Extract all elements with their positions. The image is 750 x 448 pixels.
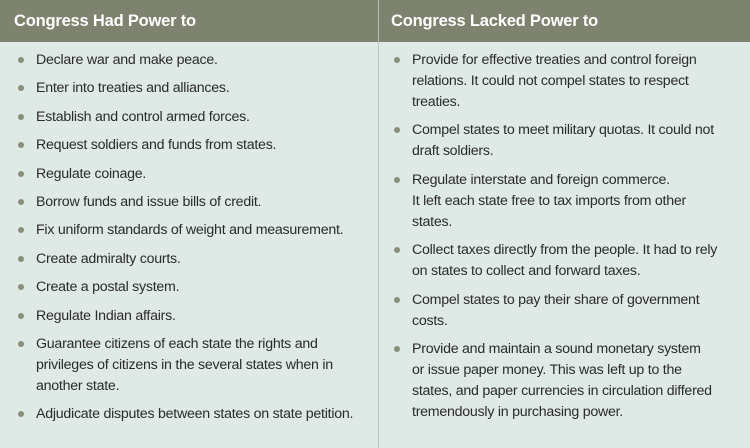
lacked-power-item — [392, 240, 742, 282]
header-had-power: Congress Had Power to — [0, 0, 379, 42]
lacked-power-item — [392, 339, 742, 423]
lacked-power-item — [392, 50, 742, 113]
bullet-icon — [18, 171, 24, 177]
had-power-item-text: Request soldiers and funds from states. — [36, 137, 277, 154]
bullet-icon — [18, 227, 24, 233]
had-power-item — [16, 306, 366, 327]
lacked-power-item-line: states, and paper currencies in circulation differed — [412, 382, 712, 399]
lacked-power-item-line: Regulate interstate and foreign commerce. — [412, 171, 670, 188]
had-power-item-text: Enter into treaties and alliances. — [36, 80, 230, 97]
lacked-power-item-line: states. — [412, 213, 453, 230]
bullet-icon — [394, 247, 400, 253]
bullet-icon — [18, 284, 24, 290]
had-power-item — [16, 107, 366, 128]
had-power-item-text: Declare war and make peace. — [36, 52, 218, 68]
lacked-power-item — [392, 290, 742, 332]
lacked-power-item-line: draft soldiers. — [412, 143, 494, 160]
lacked-power-item-line: relations. It could not compel states to respect — [412, 73, 689, 89]
had-power-item-text: Borrow funds and issue bills of credit. — [36, 193, 262, 210]
lacked-power-item-line: Compel states to meet military quotas. It could not — [412, 122, 714, 139]
table-header — [0, 0, 750, 42]
bullet-icon — [18, 313, 24, 319]
bullet-icon — [18, 411, 24, 417]
had-power-item-text: Establish and control armed forces. — [36, 108, 250, 125]
lacked-power-item-line: Provide and maintain a sound monetary system — [412, 340, 701, 357]
had-power-item — [16, 404, 366, 425]
lacked-power-item-line: It left each state free to tax imports from other — [412, 192, 686, 209]
lacked-power-item-line: treaties. — [412, 94, 461, 110]
lacked-power-item-line: Provide for effective treaties and control foreign — [412, 52, 697, 68]
had-power-list — [16, 50, 366, 425]
had-power-item-text: Create admiralty courts. — [36, 250, 181, 267]
lacked-power-item-line: tremendously in purchasing power. — [412, 403, 623, 420]
table-body — [0, 42, 750, 448]
bullet-icon — [394, 57, 400, 63]
lacked-power-item-line: Collect taxes directly from the people. It had to rely — [412, 242, 718, 259]
had-power-item — [16, 334, 366, 397]
had-power-item — [16, 50, 366, 71]
had-power-item-text: Fix uniform standards of weight and measurement. — [36, 222, 344, 239]
had-power-item — [16, 220, 366, 241]
bullet-icon — [18, 114, 24, 120]
bullet-icon — [18, 256, 24, 262]
bullet-icon — [18, 341, 24, 347]
bullet-icon — [18, 57, 24, 63]
lacked-power-item-line: costs. — [412, 312, 448, 329]
lacked-power-column — [379, 42, 750, 448]
bullet-icon — [394, 346, 400, 352]
lacked-power-item-line: or issue paper money. This was left up to the — [412, 361, 682, 378]
bullet-icon — [394, 177, 400, 183]
bullet-icon — [394, 297, 400, 303]
had-power-item — [16, 192, 366, 213]
header-lacked-power: Congress Lacked Power to — [391, 11, 599, 30]
had-power-item — [16, 249, 366, 270]
had-power-item-text: Guarantee citizens of each state the rights and privileges of citizens in the several states when in another state. — [36, 335, 333, 394]
had-power-item-text: Regulate coinage. — [36, 165, 147, 182]
lacked-power-item — [392, 170, 742, 233]
had-power-item-text: Adjudicate disputes between states on state petition. — [36, 406, 354, 423]
had-power-item — [16, 277, 366, 298]
had-power-item-text: Create a postal system. — [36, 279, 180, 296]
lacked-power-item-line: Compel states to pay their share of government — [412, 291, 700, 308]
had-power-item — [16, 78, 366, 99]
lacked-power-item — [392, 120, 742, 162]
had-power-item-text: Regulate Indian affairs. — [36, 307, 176, 324]
lacked-power-list — [392, 50, 742, 423]
bullet-icon — [18, 199, 24, 205]
bullet-icon — [394, 127, 400, 133]
bullet-icon — [18, 85, 24, 91]
had-power-item — [16, 164, 366, 185]
had-power-item — [16, 135, 366, 156]
had-power-column — [0, 42, 379, 448]
lacked-power-item-line: on states to collect and forward taxes. — [412, 263, 641, 280]
bullet-icon — [18, 142, 24, 148]
